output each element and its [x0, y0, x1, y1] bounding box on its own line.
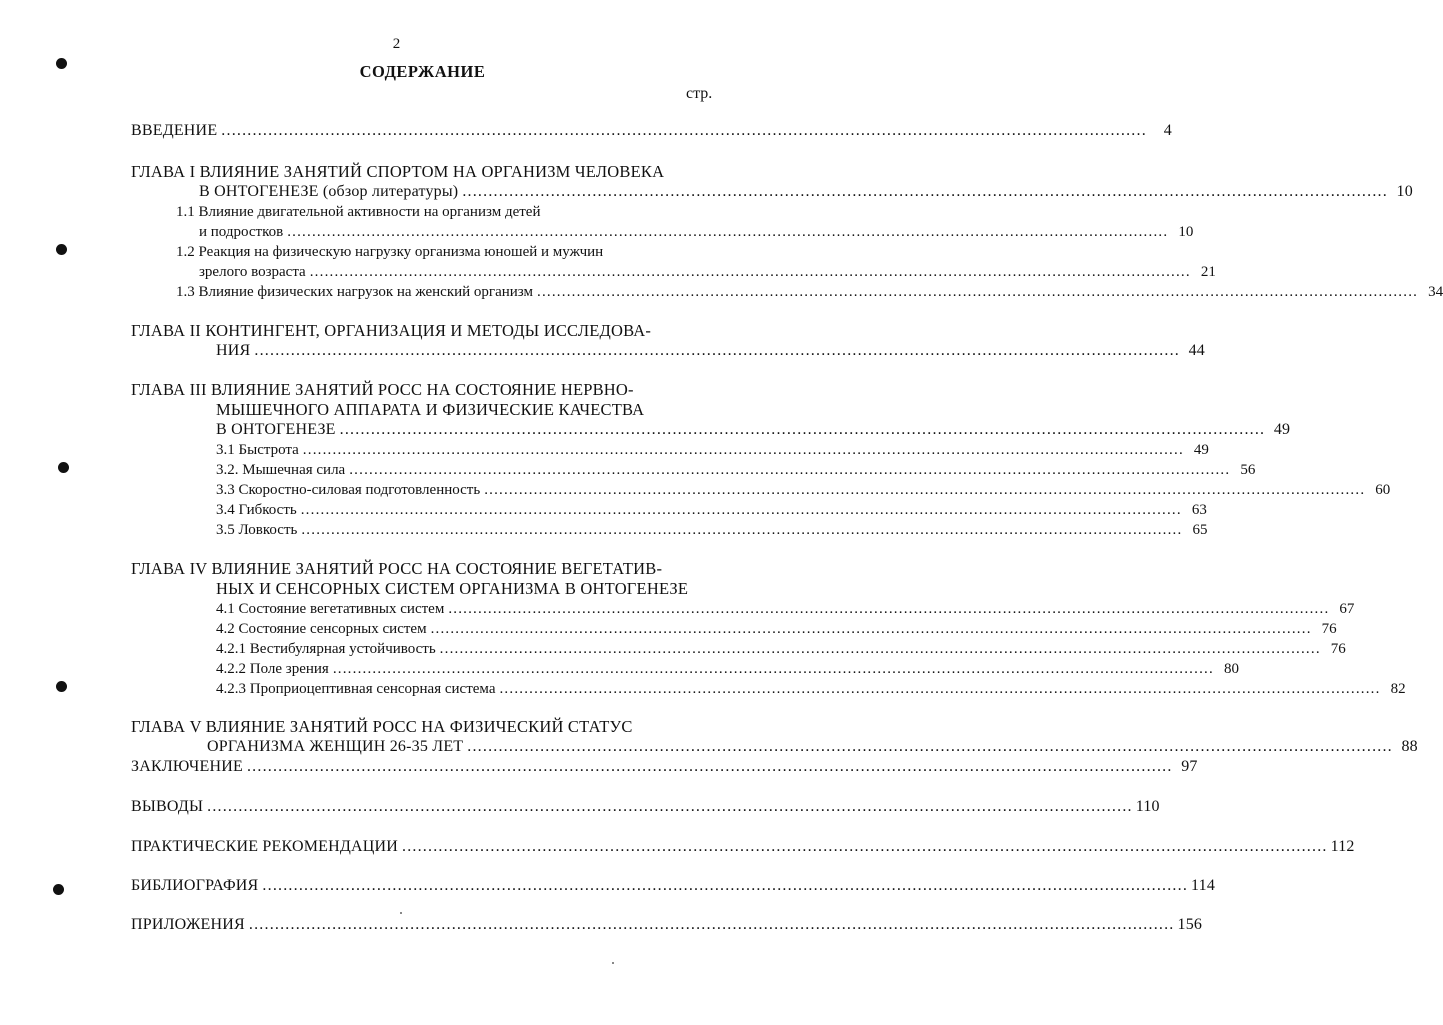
pages-column-label: стр. — [686, 85, 713, 102]
entry-page: 56 — [1240, 462, 1256, 478]
dot-leader: .................................................................................................................................................................................. — [332, 661, 1214, 677]
toc-entry-section-1-2 — [199, 262, 1216, 282]
entry-page: 34 — [1428, 284, 1443, 300]
entry-label: 1.3 Влияние физических нагрузок на женский организм — [176, 284, 533, 300]
toc-entry-section-1-3 — [176, 282, 1443, 302]
entry-page: 44 — [1188, 342, 1205, 359]
dot-leader: .................................................................................................................................................................................. — [339, 421, 1266, 438]
section-1-2-line1: 1.2 Реакция на физическую нагрузку организма юношей и мужчин — [176, 244, 604, 260]
scan-speck — [400, 912, 402, 914]
entry-page: 49 — [1193, 442, 1209, 458]
chapter-3-title-line2: МЫШЕЧНОГО АППАРАТА И ФИЗИЧЕСКИЕ КАЧЕСТВА — [216, 400, 645, 419]
chapter-4-title-line1: ГЛАВА IV ВЛИЯНИЕ ЗАНЯТИЙ РОСС НА СОСТОЯНИЕ ВЕГЕТАТИВ- — [131, 559, 663, 578]
entry-page: 65 — [1192, 522, 1208, 538]
chapter-2-title-line1: ГЛАВА II КОНТИНГЕНТ, ОРГАНИЗАЦИЯ И МЕТОДЫ ИССЛЕДОВА- — [131, 321, 652, 340]
entry-label: ПРАКТИЧЕСКИЕ РЕКОМЕНДАЦИИ — [131, 838, 398, 855]
dot-leader: .................................................................................................................................................................................. — [402, 838, 1328, 855]
toc-entry-section-3-3 — [216, 480, 1391, 500]
toc-entry-chapter-2 — [216, 341, 1205, 361]
dot-leader: .................................................................................................................................................................................. — [246, 758, 1173, 775]
toc-entry-section-3-5 — [216, 520, 1208, 540]
entry-label: ОРГАНИЗМА ЖЕНЩИН 26-35 ЛЕТ — [207, 738, 464, 755]
dot-leader: .................................................................................................................................................................................. — [430, 621, 1312, 637]
entry-page: 80 — [1223, 661, 1239, 677]
entry-label: 3.1 Быстрота — [216, 442, 299, 458]
entry-page: 49 — [1273, 421, 1291, 438]
dot-leader: .................................................................................................................................................................................. — [484, 482, 1366, 498]
toc-entry-chapter-1 — [199, 182, 1413, 202]
dot-leader: .................................................................................................................................................................................. — [462, 183, 1388, 200]
dot-leader: .................................................................................................................................................................................. — [221, 122, 1147, 139]
entry-page: 110 — [1135, 798, 1160, 815]
toc-entry-section-3-1 — [216, 440, 1209, 460]
punch-hole-4 — [56, 681, 67, 692]
entry-page: 97 — [1181, 758, 1198, 775]
entry-page: 21 — [1200, 264, 1216, 280]
entry-label: 4.2 Состояние сенсорных систем — [216, 621, 427, 637]
entry-label: 3.5 Ловкость — [216, 522, 298, 538]
toc-entry-section-3-2 — [216, 460, 1256, 480]
punch-hole-5 — [53, 884, 64, 895]
chapter-4-title-line2: НЫХ И СЕНСОРНЫХ СИСТЕМ ОРГАНИЗМА В ОНТОГЕНЕЗЕ — [216, 579, 689, 598]
dot-leader: .................................................................................................................................................................................. — [300, 502, 1182, 518]
entry-label: В ОНТОГЕНЕЗЕ (обзор литературы) — [199, 183, 459, 200]
toc-entry-appendices — [131, 915, 1203, 935]
entry-label: и подростков — [199, 224, 284, 240]
entry-page: 76 — [1321, 621, 1337, 637]
chapter-5-title-line1: ГЛАВА V ВЛИЯНИЕ ЗАНЯТИЙ РОСС НА ФИЗИЧЕСКИЙ СТАТУС — [131, 717, 633, 736]
dot-leader: .................................................................................................................................................................................. — [287, 224, 1169, 240]
scan-speck — [612, 962, 614, 964]
entry-label: зрелого возраста — [199, 264, 306, 280]
entry-page: 60 — [1375, 482, 1391, 498]
entry-label: БИБЛИОГРАФИЯ — [131, 877, 259, 894]
toc-entry-section-4-2-1 — [216, 639, 1346, 659]
dot-leader: .................................................................................................................................................................................. — [439, 641, 1321, 657]
toc-entry-recommendations — [131, 837, 1355, 857]
entry-page: 10 — [1178, 224, 1194, 240]
entry-label: 3.3 Скоростно-силовая подготовленность — [216, 482, 481, 498]
entry-label: 4.2.2 Поле зрения — [216, 661, 329, 677]
entry-label: 3.4 Гибкость — [216, 502, 297, 518]
entry-label: 4.1 Состояние вегетативных систем — [216, 601, 445, 617]
dot-leader: .................................................................................................................................................................................. — [448, 601, 1330, 617]
entry-page: 63 — [1191, 502, 1207, 518]
dot-leader: .................................................................................................................................................................................. — [467, 738, 1393, 755]
entry-label: ВВЕДЕНИЕ — [131, 122, 218, 139]
dot-leader: .................................................................................................................................................................................. — [499, 681, 1381, 697]
entry-page: 114 — [1191, 877, 1216, 894]
entry-page: 88 — [1401, 738, 1418, 755]
toc-entry-section-3-4 — [216, 500, 1207, 520]
page-title: СОДЕРЖАНИЕ — [359, 62, 486, 81]
toc-entry-section-4-2 — [216, 619, 1337, 639]
toc-entry-chapter-3 — [216, 420, 1291, 440]
toc-entry-bibliography — [131, 876, 1216, 896]
entry-page: 67 — [1339, 601, 1355, 617]
entry-page: 82 — [1390, 681, 1406, 697]
toc-entry-section-4-2-2 — [216, 659, 1239, 679]
chapter-3-title-line1: ГЛАВА III ВЛИЯНИЕ ЗАНЯТИЙ РОСС НА СОСТОЯНИЕ НЕРВНО- — [131, 380, 634, 399]
entry-page: 156 — [1177, 916, 1203, 933]
entry-label: 3.2. Мышечная сила — [216, 462, 346, 478]
dot-leader: .................................................................................................................................................................................. — [537, 284, 1419, 300]
entry-page: 4 — [1163, 122, 1172, 139]
section-1-1-line1: 1.1 Влияние двигательной активности на организм детей — [176, 204, 541, 220]
entry-page: 10 — [1396, 183, 1413, 200]
dot-leader: .................................................................................................................................................................................. — [248, 916, 1175, 933]
punch-hole-2 — [56, 244, 67, 255]
entry-label: ПРИЛОЖЕНИЯ — [131, 916, 245, 933]
punch-hole-3 — [58, 462, 69, 473]
entry-label: ВЫВОДЫ — [131, 798, 204, 815]
dot-leader: .................................................................................................................................................................................. — [254, 342, 1180, 359]
entry-page: 76 — [1330, 641, 1346, 657]
toc-entry-introduction — [131, 121, 1172, 141]
toc-entry-chapter-5 — [207, 737, 1418, 757]
toc-entry-conclusion — [131, 757, 1198, 777]
chapter-1-title-line1: ГЛАВА I ВЛИЯНИЕ ЗАНЯТИЙ СПОРТОМ НА ОРГАНИЗМ ЧЕЛОВЕКА — [131, 162, 665, 181]
toc-entry-section-4-2-3 — [216, 679, 1406, 699]
page-number: 2 — [392, 36, 401, 52]
entry-label: НИЯ — [216, 342, 251, 359]
entry-label: В ОНТОГЕНЕЗЕ — [216, 421, 336, 438]
toc-entry-section-4-1 — [216, 599, 1355, 619]
toc-entry-section-1-1 — [199, 222, 1194, 242]
toc-entry-findings — [131, 797, 1160, 817]
dot-leader: .................................................................................................................................................................................. — [309, 264, 1191, 280]
dot-leader: .................................................................................................................................................................................. — [349, 462, 1231, 478]
dot-leader: .................................................................................................................................................................................. — [301, 522, 1183, 538]
entry-label: ЗАКЛЮЧЕНИЕ — [131, 758, 243, 775]
dot-leader: .................................................................................................................................................................................. — [262, 877, 1189, 894]
dot-leader: .................................................................................................................................................................................. — [302, 442, 1184, 458]
entry-label: 4.2.3 Проприоцептивная сенсорная система — [216, 681, 496, 697]
entry-label: 4.2.1 Вестибулярная устойчивость — [216, 641, 436, 657]
entry-page: 112 — [1330, 838, 1355, 855]
dot-leader: .................................................................................................................................................................................. — [207, 798, 1133, 815]
